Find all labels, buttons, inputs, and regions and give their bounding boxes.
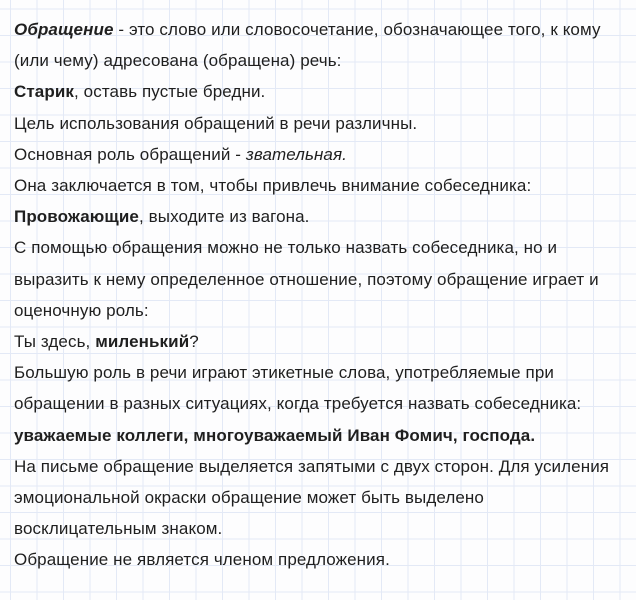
text-run: оценочную роль: — [14, 300, 149, 320]
text-line — [14, 201, 628, 232]
text-line — [14, 326, 628, 357]
text-run: - это слово или словосочетание, обозначающее того, к кому — [113, 20, 601, 39]
text-run: выразить к нему определенное отношение, поэтому обращение играет и — [14, 269, 599, 289]
text-run: Обращение не является членом предложения. — [14, 550, 390, 570]
text-run: восклицательным знаком. — [14, 519, 223, 539]
text-line — [14, 295, 628, 326]
text-line — [14, 76, 628, 107]
text-run: звательная. — [245, 144, 347, 164]
text-run: С помощью обращения можно не только назвать собеседника, но и — [14, 238, 558, 258]
text-line — [14, 388, 628, 419]
text-run: Обращение — [14, 20, 114, 39]
text-line — [14, 108, 628, 139]
text-run: эмоциональной окраски обращение может быть выделено — [14, 488, 484, 508]
text-run: Ты здесь, — [14, 332, 96, 352]
text-line — [14, 357, 628, 388]
text-line — [14, 420, 628, 451]
text-run: (или чему) адресована (обращена) речь: — [14, 51, 342, 71]
text-line — [14, 170, 628, 201]
text-run: Большую роль в речи играют этикетные слова, употребляемые при — [14, 363, 554, 383]
text-run: уважаемые коллеги, многоуважаемый Иван Фомич, господа. — [14, 425, 536, 445]
text-run: Цель использования обращений в речи различны. — [14, 113, 418, 133]
text-line — [14, 482, 628, 513]
text-line — [14, 513, 628, 544]
text-line — [14, 14, 628, 45]
text-run: Она заключается в том, чтобы привлечь внимание собеседника: — [14, 176, 532, 196]
text-run: , выходите из вагона. — [138, 207, 310, 227]
text-run: Основная роль обращений - — [14, 144, 246, 164]
text-line — [14, 139, 628, 170]
text-run: обращении в разных ситуациях, когда требуется назвать собеседника: — [14, 394, 582, 414]
text-run: ? — [189, 332, 199, 352]
text-line — [14, 451, 628, 482]
text-line — [14, 232, 628, 263]
text-run: Старик — [14, 82, 75, 102]
text-line — [14, 264, 628, 295]
text-run: Провожающие — [14, 207, 139, 227]
text-run: На письме обращение выделяется запятыми с двух сторон. Для усиления — [14, 456, 610, 476]
text-run: , оставь пустые бредни. — [74, 82, 266, 102]
text-run: миленький — [95, 332, 190, 352]
text-line — [14, 45, 628, 76]
text-line — [14, 544, 628, 575]
